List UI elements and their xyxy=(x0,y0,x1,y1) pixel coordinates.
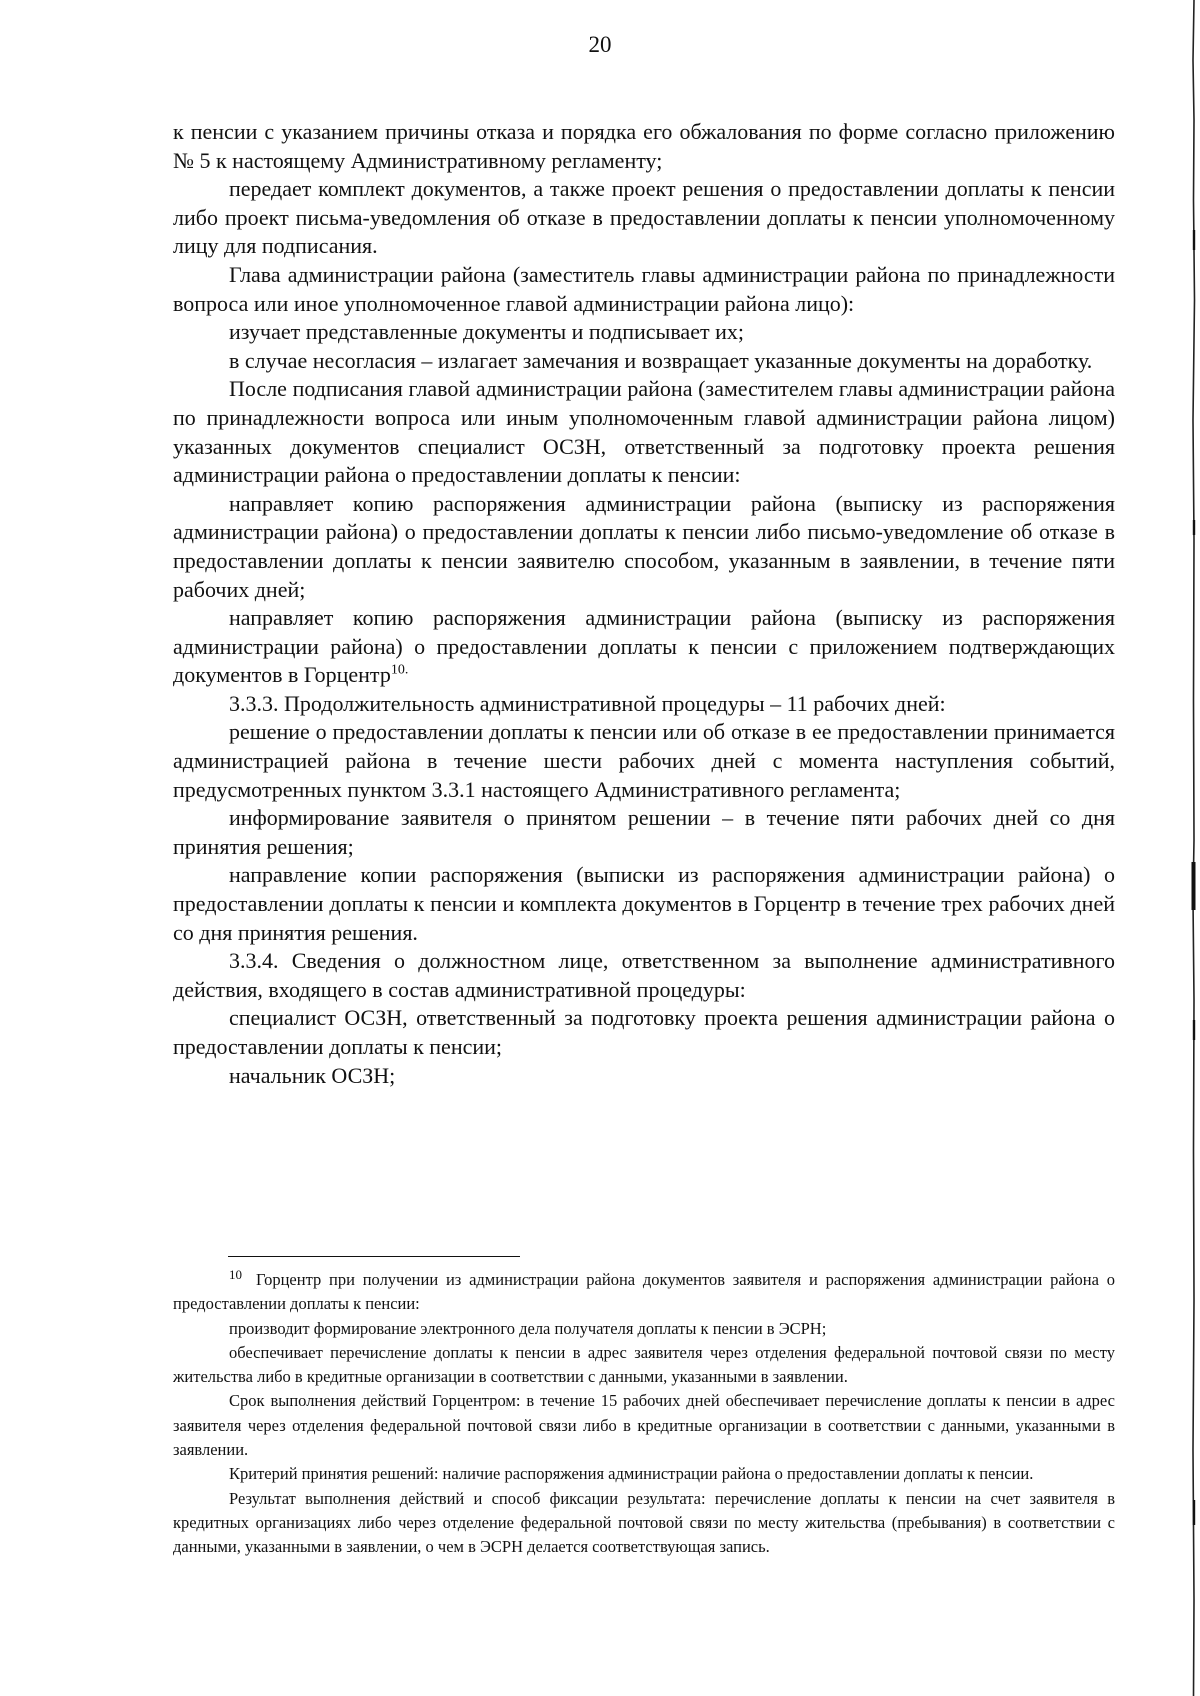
paragraph: изучает представленные документы и подписывает их; xyxy=(229,319,744,345)
paragraph-text: направляет копию распоряжения администрации района (выписку из распоряжения администрации района) о предоставлении доплаты к пенсии с приложением подтверждающих документов в Горцентр xyxy=(173,605,1115,688)
footnote-item xyxy=(173,1268,1115,1317)
page-number: 20 xyxy=(588,32,612,57)
paragraph-with-footnote xyxy=(173,604,1115,690)
paragraph: 3.3.3. Продолжительность административной процедуры – 11 рабочих дней: xyxy=(229,690,946,716)
paragraph: направляет копию распоряжения администрации района (выписку из распоряжения администрации района) о предоставлении доплаты к пенсии либо письмо-уведомление об отказе в предоставлении доплаты к пенсии заявителю способом, указанным в заявлении, в течение пяти рабочих дней; xyxy=(173,490,1115,602)
paragraph: Глава администрации района (заместитель главы администрации района по принадлежности вопроса или иное уполномоченное главой администрации района лицо): xyxy=(173,261,1115,316)
footnotes xyxy=(173,1268,1115,1560)
footnote-separator xyxy=(228,1256,520,1257)
footnote-paragraph: обеспечивает перечисление доплаты к пенсии в адрес заявителя через отделения федеральной почтовой связи по месту жительства либо в кредитные организации в соответствии с данными, указанными в заявлении. xyxy=(173,1342,1115,1387)
footnote-paragraph: Результат выполнения действий и способ фиксации результата: перечисление доплаты к пенсии на счет заявителя в кредитных организациях либо через отделение федеральной почтовой связи по месту жительства (пребывания) в соответствии с данными, указанными в заявлении, о чем в ЭСРН делается соответствующая запись. xyxy=(173,1488,1115,1557)
paragraph: решение о предоставлении доплаты к пенсии или об отказе в ее предоставлении принимается администрацией района в течение шести рабочих дней с момента наступления событий, предусмотренных пунктом 3.3.1 настоящего Административного регламента; xyxy=(173,719,1115,802)
footnote-paragraph: производит формирование электронного дела получателя доплаты к пенсии в ЭСРН; xyxy=(229,1318,827,1338)
paragraph: в случае несогласия – излагает замечания и возвращает указанные документы на доработку. xyxy=(229,347,1093,373)
footnote-paragraph: Срок выполнения действий Горцентром: в течение 15 рабочих дней обеспечивает перечисление доплаты к пенсии в адрес заявителя через отделения федеральной почтовой связи либо в кредитные организации в соответствии с данными, указанными в заявлении. xyxy=(173,1391,1115,1460)
paragraph: 3.3.4. Сведения о должностном лице, ответственном за выполнение административного действия, входящего в состав административной процедуры: xyxy=(173,948,1115,1002)
paragraph: специалист ОСЗН, ответственный за подготовку проекта решения администрации района о предоставлении доплаты к пенсии; xyxy=(173,1005,1115,1059)
main-text xyxy=(173,118,1115,1090)
footnote-text: Горцентр при получении из администрации района документов заявителя и распоряжения администрации района о предоставлении доплаты к пенсии: xyxy=(173,1270,1115,1314)
footnote-number: 10 xyxy=(229,1266,242,1282)
paragraph: передает комплект документов, а также проект решения о предоставлении доплаты к пенсии либо проект письма-уведомления об отказе в предоставлении доплаты к пенсии уполномоченному лицу для подписания. xyxy=(173,176,1115,259)
footnote-paragraph: Критерий принятия решений: наличие распоряжения администрации района о предоставлении доплаты к пенсии. xyxy=(229,1464,1034,1484)
scan-edge-artifact xyxy=(1188,0,1200,1696)
paragraph: к пенсии с указанием причины отказа и порядка его обжалования по форме согласно приложению № 5 к настоящему Административному регламенту; xyxy=(173,119,1115,173)
paragraph: информирование заявителя о принятом решении – в течение пяти рабочих дней со дня принятия решения; xyxy=(173,805,1115,859)
paragraph: После подписания главой администрации района (заместителем главы администрации района по принадлежности вопроса или иным уполномоченным главой администрации района лицом) указанных документов специалист ОСЗН, ответственный за подготовку проекта решения администрации района о предоставлении доплаты к пенсии: xyxy=(173,376,1115,488)
paragraph: направление копии распоряжения (выписки из распоряжения администрации района) о предоставлении доплаты к пенсии и комплекта документов в Горцентр в течение трех рабочих дней со дня принятия решения. xyxy=(173,862,1115,945)
footnote-reference: 10. xyxy=(390,662,409,678)
paragraph: начальник ОСЗН; xyxy=(229,1062,396,1088)
